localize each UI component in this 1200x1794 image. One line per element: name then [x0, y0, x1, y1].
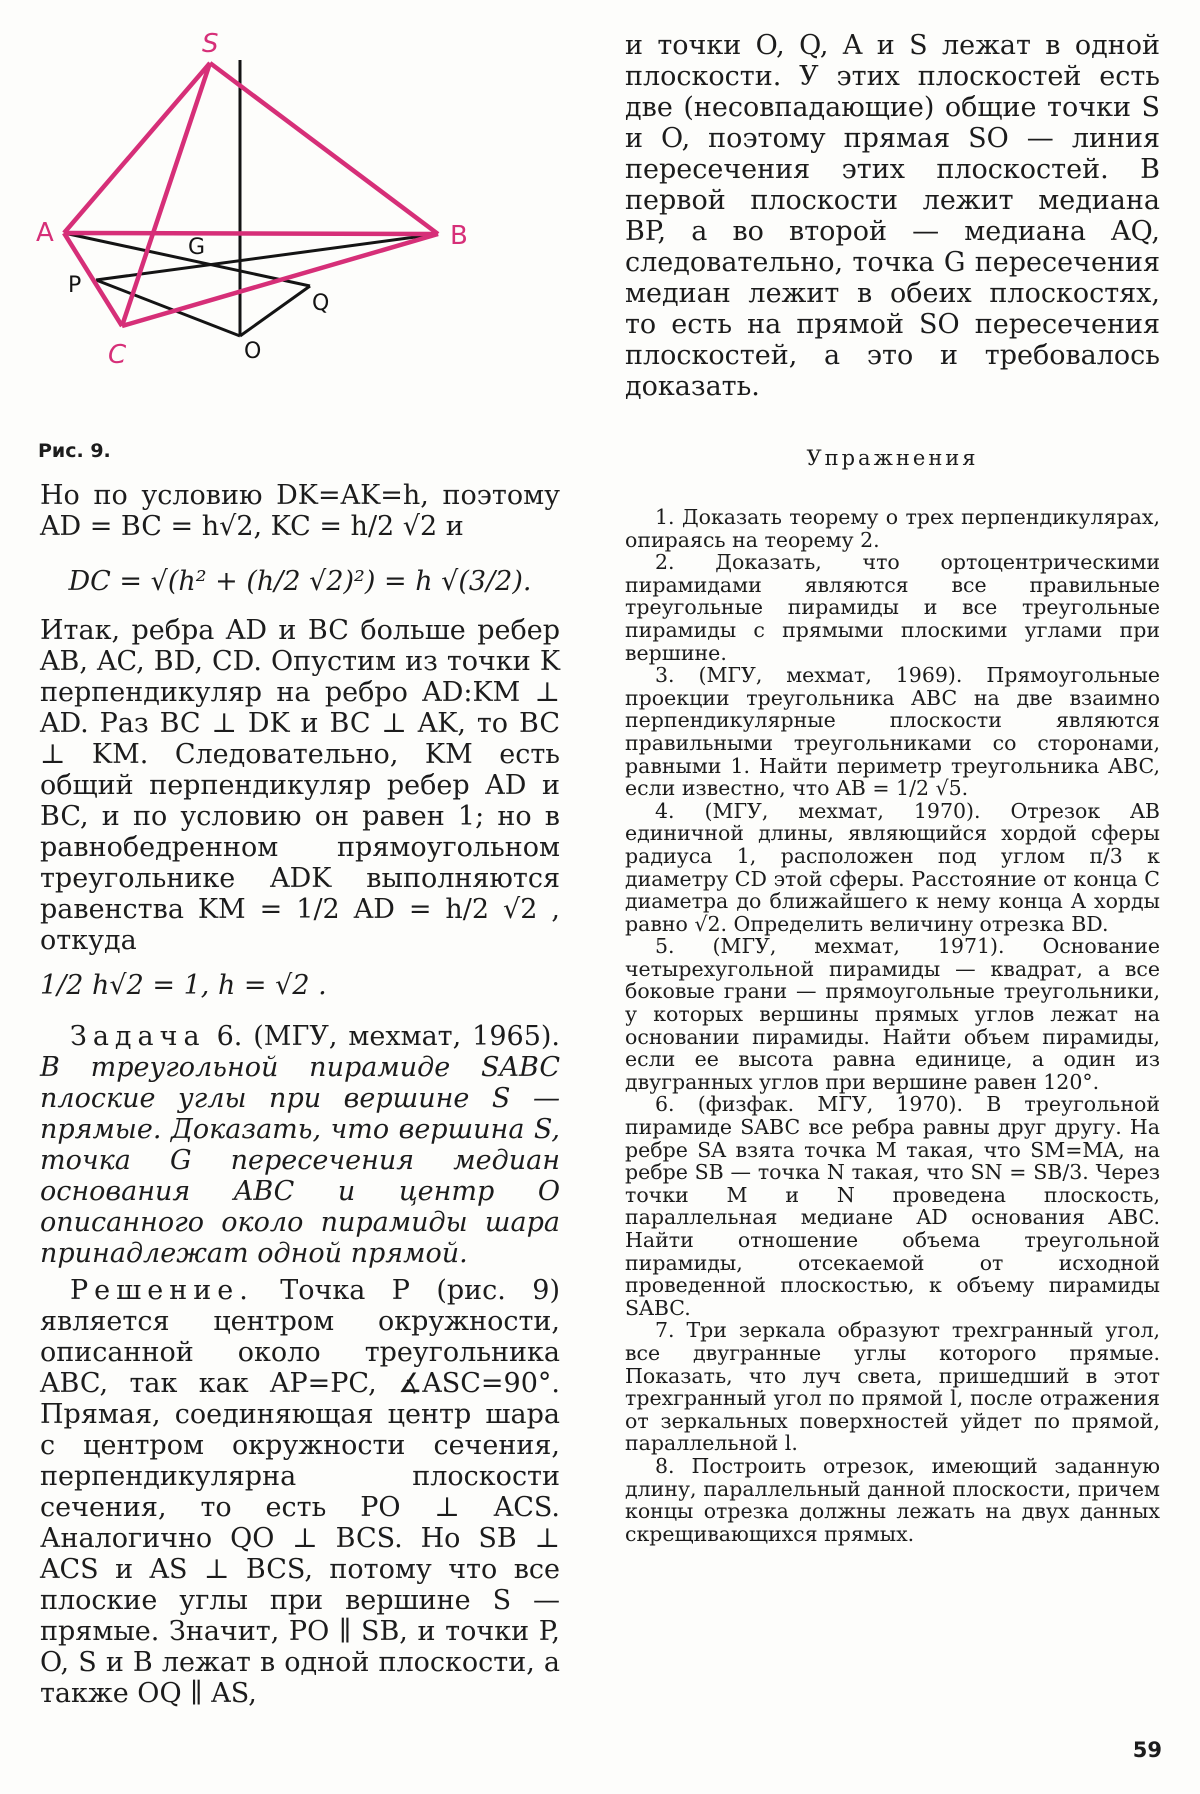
edge-s-c [122, 63, 210, 326]
exercise-4: 4. (МГУ, мехмат, 1970). Отрезок AB единичной длины, являющийся хордой сферы радиуса 1, расположен под углом π/3 к диаметру CD этой сферы. Расстояние от конца C диаметра до ближайшего к нему конца A хорды равно √2. Определить величину отрезка BD. [625, 798, 1160, 936]
page-number: 59 [1132, 1738, 1162, 1762]
exercise-5: 5. (МГУ, мехмат, 1971). Основание четырехугольной пирамиды — квадрат, а все боковые грани — прямоугольные треугольники, у которых вершины прямых углов лежат на основании пирамиды. Найти объем пирамиды, если ее высота равна единице, а один из двугранных углов при вершине равен 120°. [625, 934, 1160, 1094]
right-column [625, 30, 1160, 1545]
pyramid-figure [30, 28, 570, 428]
label-a: A [36, 218, 54, 248]
label-b: B [450, 221, 468, 251]
formula-h: 1/2 h√2 = 1, h = √2 . [40, 970, 327, 1001]
exercise-7: 7. Три зеркала образуют трехгранный угол, все двугранные углы которого прямые. Показать, что луч света, пришедший в этот трехгранный угол по прямой l, после отражения от зеркальных поверхностей уйдет по прямой, параллельной l. [625, 1318, 1160, 1456]
exercises-title: Упражнения [806, 446, 979, 470]
right-paragraph-1: и точки O, Q, A и S лежат в одной плоскости. У этих плоскостей есть две (несовпадающие) общие точки S и O, поэтому прямая SO — линия пересечения этих плоскостей. В первой плоскости лежит медиана BP, а во второй — медиана AQ, следовательно, точка G пересечения медиан лежит в обеих плоскостях, то есть на прямой SO пересечения плоскостей, а это и требовалось доказать. [625, 30, 1160, 402]
left-paragraph-1: Но по условию DK=AK=h, поэтому AD = BC = h√2, KC = h/2 √2 и [40, 480, 560, 542]
exercise-3: 3. (МГУ, мехмат, 1969). Прямоугольные проекции треугольника ABC на две взаимно перпендикулярные плоскости являются правильными треугольниками со сторонами, равными 1. Найти периметр треугольника ABC, если известно, что AB = 1/2 √5. [625, 663, 1160, 801]
exercise-2: 2. Доказать, что ортоцентрическими пирамидами являются все правильные треугольные пирамиды и все треугольные пирамиды с прямыми плоскими углами при вершине. [625, 550, 1160, 665]
label-s: S [202, 29, 219, 59]
line-o-q [240, 286, 310, 336]
left-paragraph-2: Итак, ребра AD и BC больше ребер AB, AC, BD, CD. Опустим из точки K перпендикуляр на ребро AD:KM ⊥ AD. Раз BC ⊥ DK и BC ⊥ AK, то BC ⊥ KM. Следовательно, KM есть общий перпендикуляр ребер AD и BC, и по условию он равен 1; но в равнобедренном прямоугольном треугольнике ADK выполняются равенства KM = 1/2 AD = h/2 √2 , откуда [40, 615, 560, 956]
exercise-1: 1. Доказать теорему о трех перпендикулярах, опираясь на теорему 2. [625, 505, 1160, 552]
edge-c-b [122, 234, 438, 326]
left-column [40, 480, 560, 1709]
solution-text: Точка P (рис. 9) является центром окружности, описанной около треугольника ABC, так как AP=PC, ∡ASC=90°. Прямая, соединяющая центр шара с центром окружности сечения, перпендикулярна плоскости сечения, то есть PO ⊥ ACS. Аналогично QO ⊥ BCS. Но SB ⊥ ACS и AS ⊥ BCS, потому что все плоские углы при вершине S — прямые. Значит, PO ∥ SB, и точки P, O, S и B лежат в одной плоскости, а также OQ ∥ AS, [40, 1275, 560, 1709]
label-p: P [68, 273, 82, 298]
label-g: G [188, 235, 206, 260]
task-6 [40, 1021, 560, 1269]
formula-dc: DC = √(h² + (h/2 √2)²) = h √(3/2). [68, 566, 532, 597]
label-q: Q [312, 291, 330, 316]
label-c: C [108, 340, 127, 370]
task-intro: 6. (МГУ, мехмат, 1965). [216, 1021, 560, 1052]
label-o: O [244, 339, 262, 364]
pyramid-diagram [30, 28, 570, 428]
task-text: В треугольной пирамиде SABC плоские углы при вершине S — прямые. Доказать, что вершина S, точка G пересечения медиан основания ABC и центр O описанного около пирамиды шара принадлежат одной прямой. [40, 1052, 560, 1269]
edge-s-b [210, 63, 438, 234]
solution-label: Решение. [70, 1275, 254, 1306]
figure-caption: Рис. 9. [38, 440, 111, 462]
task-label: Задача [70, 1021, 206, 1052]
edge-s-a [64, 63, 210, 233]
line-p-o [96, 280, 240, 336]
exercise-8: 8. Построить отрезок, имеющий заданную длину, параллельный данной плоскости, причем концы отрезка должны лежать на двух данных скрещивающихся прямых. [625, 1453, 1160, 1546]
solution [40, 1275, 560, 1709]
edge-a-b [64, 233, 438, 234]
exercise-6: 6. (физфак. МГУ, 1970). В треугольной пирамиде SABC все ребра равны друг другу. На ребре SA взята точка M такая, что SM=MA, на ребре SB — точка N такая, что SN = SB/3. Через точки M и N проведена плоскость, параллельная медиане AD основания ABC. Найти отношение объема треугольной пирамиды, отсекаемой от исходной проведенной плоскостью, к объему пирамиды SABC. [625, 1092, 1160, 1320]
